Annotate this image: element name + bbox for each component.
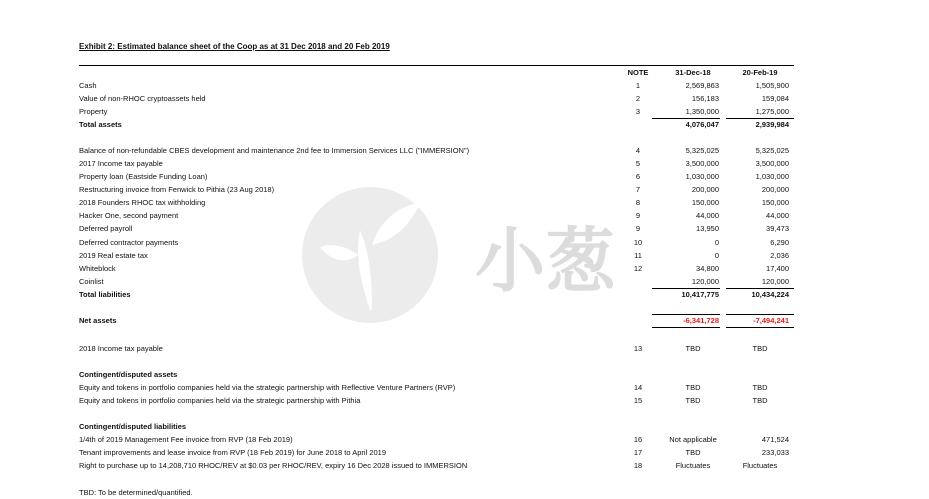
table-row [79, 250, 794, 262]
total-liabilities-dec: 10,417,775 [681, 290, 719, 299]
row-value-feb: 44,000 [766, 211, 789, 220]
row-label: 2017 Income tax payable [79, 159, 163, 168]
row-label: Hacker One, second payment [79, 211, 179, 220]
row-note: 9 [635, 211, 641, 220]
table-row [79, 223, 794, 235]
table-row [79, 145, 794, 157]
table-row [79, 460, 794, 472]
row-label: Tenant improvements and lease invoice from RVP (18 Feb 2019) for June 2018 to April 2019 [79, 448, 386, 457]
row-value-dec: 2,569,863 [685, 81, 719, 90]
total-assets-dec: 4,076,047 [685, 120, 719, 129]
row-value-feb: 159,084 [761, 94, 789, 103]
row-value-feb: 5,325,025 [755, 146, 789, 155]
row-note: 11 [634, 251, 642, 260]
row-value-dec: 44,000 [696, 211, 719, 220]
row-value-feb: 233,033 [761, 448, 789, 457]
row-label: Value of non-RHOC cryptoassets held [79, 94, 206, 103]
table-row [79, 447, 794, 459]
total-assets-feb: 2,939,984 [755, 120, 789, 129]
row-value-dec: 1,030,000 [685, 172, 719, 181]
row-value-feb: 1,275,000 [755, 107, 789, 116]
row-value-dec: TBD [685, 396, 701, 405]
table-row [79, 395, 794, 407]
table-row [79, 93, 794, 105]
contingent-liabilities-heading [79, 421, 794, 433]
table-header-row [79, 67, 794, 79]
row-label: Cash [79, 81, 97, 90]
row-label: Balance of non-refundable CBES development and maintenance 2nd fee to Immersion Services LLC ("IMMERSION") [79, 146, 470, 155]
net-assets-dec: -6,341,728 [683, 316, 719, 325]
row-value-feb: TBD [752, 344, 768, 353]
row-note: 10 [633, 238, 643, 247]
row-value-dec: Not applicable [669, 435, 717, 444]
table-row [79, 237, 794, 249]
net-assets-double-rule [652, 327, 720, 328]
row-label: Whiteblock [79, 264, 116, 273]
header-note: NOTE [627, 68, 649, 77]
row-value-dec: TBD [685, 448, 701, 457]
row-value-dec: 120,000 [691, 277, 719, 286]
footnote [79, 487, 794, 499]
row-note: 12 [633, 264, 643, 273]
row-note: 6 [635, 172, 641, 181]
table-row [79, 434, 794, 446]
net-assets-row [79, 315, 794, 327]
row-value-dec: 156,183 [691, 94, 719, 103]
row-label: Right to purchase up to 14,208,710 RHOC/REV at $0.03 per RHOC/REV, expiry 16 Dec 2028 issued to IMMERSION [79, 461, 468, 470]
total-liabilities-label: Total liabilities [79, 290, 131, 299]
watermark-text: 小葱 [475, 220, 615, 302]
row-value-dec: TBD [685, 383, 701, 392]
row-value-dec: 0 [714, 251, 719, 260]
row-label: Property loan (Eastside Funding Loan) [79, 172, 208, 181]
row-note: 4 [635, 146, 641, 155]
row-value-feb: 200,000 [761, 185, 789, 194]
section-heading: Contingent/disputed assets [79, 370, 178, 379]
row-label: Restructuring invoice from Fenwick to Pithia (23 Aug 2018) [79, 185, 275, 194]
row-value-feb: 150,000 [761, 198, 789, 207]
row-value-feb: 1,030,000 [755, 172, 789, 181]
row-value-feb: 6,290 [770, 238, 789, 247]
row-value-feb: 17,400 [766, 264, 789, 273]
row-label: 1/4th of 2019 Management Fee invoice from RVP (18 Feb 2019) [79, 435, 293, 444]
row-value-feb: 2,036 [770, 251, 789, 260]
table-row [79, 276, 794, 288]
row-value-feb: 471,524 [761, 435, 789, 444]
total-liabilities-row [79, 289, 794, 301]
table-row [79, 80, 794, 92]
row-label: 2019 Real estate tax [79, 251, 148, 260]
row-value-feb: TBD [752, 383, 768, 392]
row-value-feb: 120,000 [761, 277, 789, 286]
row-value-feb: 3,500,000 [755, 159, 789, 168]
row-note: 2 [635, 94, 641, 103]
row-value-dec: 200,000 [691, 185, 719, 194]
row-note: 1 [635, 81, 641, 90]
row-note: 18 [633, 461, 643, 470]
row-value-dec: TBD [685, 344, 701, 353]
header-col-31dec18: 31-Dec-18 [675, 68, 711, 77]
section-heading: Contingent/disputed liabilities [79, 422, 187, 431]
row-note: 7 [635, 185, 641, 194]
row-value-dec: 3,500,000 [685, 159, 719, 168]
contingent-assets-heading [79, 369, 794, 381]
row-value-dec: 34,800 [696, 264, 719, 273]
footnote-text: TBD: To be determined/quantified. [79, 488, 193, 497]
table-row [79, 263, 794, 275]
row-note: 9 [635, 224, 641, 233]
row-label: Equity and tokens in portfolio companies held via the strategic partnership with Reflective Venture Partners (RVP) [79, 383, 456, 392]
row-label: Equity and tokens in portfolio companies held via the strategic partnership with Pithia [79, 396, 361, 405]
row-value-feb: Fluctuates [742, 461, 778, 470]
row-note: 14 [633, 383, 643, 392]
row-note: 13 [633, 344, 643, 353]
row-value-dec: 150,000 [691, 198, 719, 207]
table-row [79, 158, 794, 170]
total-assets-row [79, 119, 794, 131]
row-value-feb: 39,473 [766, 224, 789, 233]
row-note: 16 [633, 435, 643, 444]
header-col-20feb19: 20-Feb-19 [742, 68, 778, 77]
total-liabilities-feb: 10,434,224 [751, 290, 789, 299]
net-assets-double-rule [726, 327, 794, 328]
row-label: Deferred contractor payments [79, 238, 179, 247]
table-row [79, 382, 794, 394]
row-note: 3 [635, 107, 641, 116]
row-label: 2018 Founders RHOC tax withholding [79, 198, 206, 207]
table-top-rule [79, 65, 794, 66]
row-value-dec: 5,325,025 [685, 146, 719, 155]
row-value-feb: TBD [752, 396, 768, 405]
row-note: 5 [635, 159, 641, 168]
table-row [79, 343, 794, 355]
row-note: 17 [633, 448, 643, 457]
table-row [79, 106, 794, 118]
row-label: 2018 Income tax payable [79, 344, 163, 353]
row-value-dec: 1,350,000 [685, 107, 719, 116]
row-note: 15 [633, 396, 643, 405]
table-row [79, 184, 794, 196]
table-row [79, 197, 794, 209]
row-label: Property [79, 107, 108, 116]
row-note: 8 [635, 198, 641, 207]
row-label: Deferred payroll [79, 224, 133, 233]
row-value-dec: 0 [714, 238, 719, 247]
row-value-dec: 13,950 [696, 224, 719, 233]
table-row [79, 171, 794, 183]
exhibit-title: Exhibit 2: Estimated balance sheet of the Coop as at 31 Dec 2018 and 20 Feb 2019 [79, 42, 390, 51]
net-assets-label: Net assets [79, 316, 117, 325]
table-row [79, 210, 794, 222]
row-value-dec: Fluctuates [675, 461, 711, 470]
row-label: Coinlist [79, 277, 104, 286]
net-assets-feb: -7,494,241 [753, 316, 789, 325]
row-value-feb: 1,505,900 [755, 81, 789, 90]
total-assets-label: Total assets [79, 120, 122, 129]
